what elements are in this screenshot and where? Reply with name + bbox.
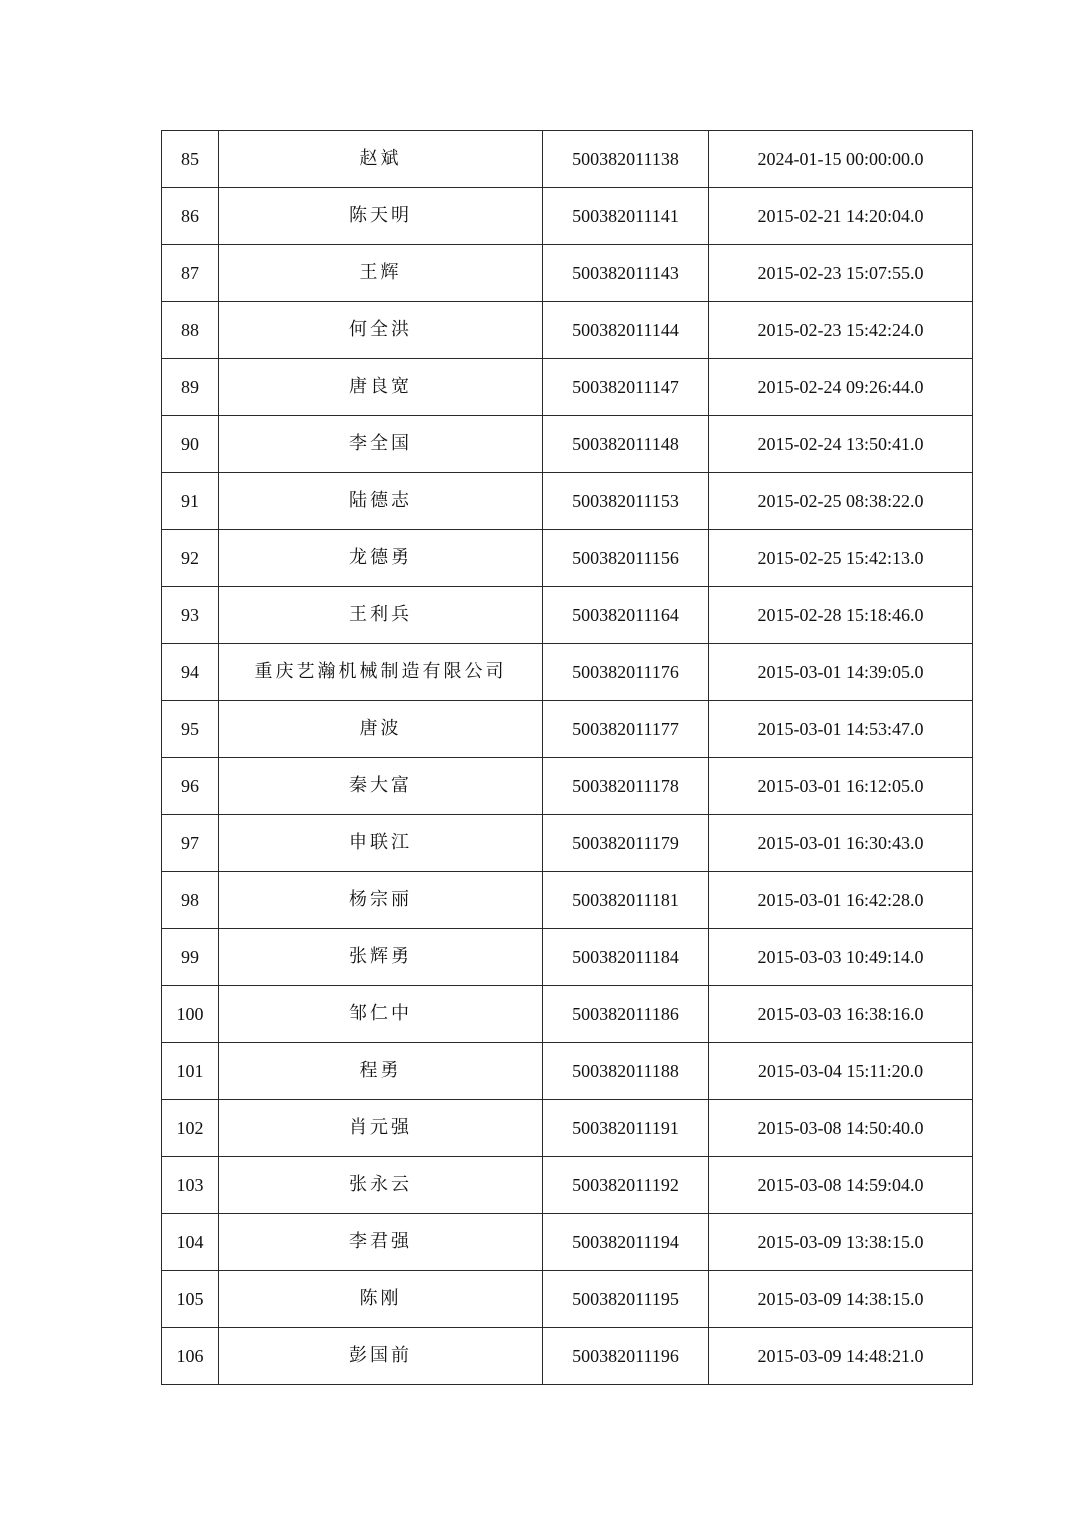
table-row	[162, 701, 973, 758]
row-number-cell: 94	[162, 644, 219, 701]
name-cell: 陈天明	[219, 188, 543, 245]
table-row	[162, 1100, 973, 1157]
time-cell: 2015-03-01 16:42:28.0	[709, 872, 973, 929]
row-number-cell: 89	[162, 359, 219, 416]
row-number-cell: 99	[162, 929, 219, 986]
row-number-cell: 106	[162, 1328, 219, 1385]
name-cell: 唐良宽	[219, 359, 543, 416]
code-cell: 500382011156	[543, 530, 709, 587]
name-cell: 肖元强	[219, 1100, 543, 1157]
table-row	[162, 302, 973, 359]
code-cell: 500382011164	[543, 587, 709, 644]
records-table	[161, 130, 973, 1385]
row-number-cell: 95	[162, 701, 219, 758]
time-cell: 2015-02-24 13:50:41.0	[709, 416, 973, 473]
name-cell: 陈刚	[219, 1271, 543, 1328]
code-cell: 500382011188	[543, 1043, 709, 1100]
time-cell: 2015-03-08 14:50:40.0	[709, 1100, 973, 1157]
table-row	[162, 815, 973, 872]
table-row	[162, 473, 973, 530]
row-number-cell: 105	[162, 1271, 219, 1328]
code-cell: 500382011191	[543, 1100, 709, 1157]
time-cell: 2015-03-01 14:53:47.0	[709, 701, 973, 758]
time-cell: 2015-02-21 14:20:04.0	[709, 188, 973, 245]
name-cell: 唐波	[219, 701, 543, 758]
code-cell: 500382011178	[543, 758, 709, 815]
time-cell: 2015-03-03 10:49:14.0	[709, 929, 973, 986]
row-number-cell: 100	[162, 986, 219, 1043]
code-cell: 500382011192	[543, 1157, 709, 1214]
row-number-cell: 92	[162, 530, 219, 587]
row-number-cell: 98	[162, 872, 219, 929]
name-cell: 邹仁中	[219, 986, 543, 1043]
table-row	[162, 245, 973, 302]
table-row	[162, 1043, 973, 1100]
time-cell: 2024-01-15 00:00:00.0	[709, 131, 973, 188]
code-cell: 500382011196	[543, 1328, 709, 1385]
table-row	[162, 359, 973, 416]
name-cell: 李君强	[219, 1214, 543, 1271]
time-cell: 2015-02-23 15:42:24.0	[709, 302, 973, 359]
row-number-cell: 91	[162, 473, 219, 530]
name-cell: 王辉	[219, 245, 543, 302]
row-number-cell: 86	[162, 188, 219, 245]
time-cell: 2015-03-03 16:38:16.0	[709, 986, 973, 1043]
code-cell: 500382011195	[543, 1271, 709, 1328]
table-row	[162, 1214, 973, 1271]
table-row	[162, 644, 973, 701]
time-cell: 2015-02-25 15:42:13.0	[709, 530, 973, 587]
time-cell: 2015-03-08 14:59:04.0	[709, 1157, 973, 1214]
table-row	[162, 131, 973, 188]
time-cell: 2015-02-28 15:18:46.0	[709, 587, 973, 644]
code-cell: 500382011138	[543, 131, 709, 188]
row-number-cell: 102	[162, 1100, 219, 1157]
table-row	[162, 416, 973, 473]
name-cell: 重庆艺瀚机械制造有限公司	[219, 644, 543, 701]
time-cell: 2015-02-23 15:07:55.0	[709, 245, 973, 302]
code-cell: 500382011147	[543, 359, 709, 416]
code-cell: 500382011153	[543, 473, 709, 530]
code-cell: 500382011141	[543, 188, 709, 245]
name-cell: 王利兵	[219, 587, 543, 644]
table-row	[162, 929, 973, 986]
name-cell: 陆德志	[219, 473, 543, 530]
row-number-cell: 104	[162, 1214, 219, 1271]
row-number-cell: 96	[162, 758, 219, 815]
code-cell: 500382011181	[543, 872, 709, 929]
table-row	[162, 1328, 973, 1385]
records-table-body	[162, 131, 973, 1385]
name-cell: 程勇	[219, 1043, 543, 1100]
time-cell: 2015-03-01 14:39:05.0	[709, 644, 973, 701]
code-cell: 500382011143	[543, 245, 709, 302]
name-cell: 何全洪	[219, 302, 543, 359]
name-cell: 李全国	[219, 416, 543, 473]
code-cell: 500382011179	[543, 815, 709, 872]
code-cell: 500382011176	[543, 644, 709, 701]
code-cell: 500382011177	[543, 701, 709, 758]
row-number-cell: 103	[162, 1157, 219, 1214]
table-row	[162, 1271, 973, 1328]
code-cell: 500382011186	[543, 986, 709, 1043]
name-cell: 杨宗丽	[219, 872, 543, 929]
time-cell: 2015-03-04 15:11:20.0	[709, 1043, 973, 1100]
table-row	[162, 530, 973, 587]
time-cell: 2015-03-01 16:30:43.0	[709, 815, 973, 872]
time-cell: 2015-03-09 13:38:15.0	[709, 1214, 973, 1271]
time-cell: 2015-03-09 14:48:21.0	[709, 1328, 973, 1385]
row-number-cell: 88	[162, 302, 219, 359]
name-cell: 彭国前	[219, 1328, 543, 1385]
code-cell: 500382011194	[543, 1214, 709, 1271]
table-row	[162, 986, 973, 1043]
time-cell: 2015-02-24 09:26:44.0	[709, 359, 973, 416]
row-number-cell: 101	[162, 1043, 219, 1100]
code-cell: 500382011148	[543, 416, 709, 473]
time-cell: 2015-03-01 16:12:05.0	[709, 758, 973, 815]
name-cell: 张辉勇	[219, 929, 543, 986]
name-cell: 赵斌	[219, 131, 543, 188]
time-cell: 2015-03-09 14:38:15.0	[709, 1271, 973, 1328]
name-cell: 秦大富	[219, 758, 543, 815]
time-cell: 2015-02-25 08:38:22.0	[709, 473, 973, 530]
row-number-cell: 93	[162, 587, 219, 644]
row-number-cell: 87	[162, 245, 219, 302]
code-cell: 500382011184	[543, 929, 709, 986]
code-cell: 500382011144	[543, 302, 709, 359]
table-row	[162, 872, 973, 929]
table-row	[162, 587, 973, 644]
table-row	[162, 758, 973, 815]
table-row	[162, 1157, 973, 1214]
name-cell: 申联江	[219, 815, 543, 872]
name-cell: 张永云	[219, 1157, 543, 1214]
name-cell: 龙德勇	[219, 530, 543, 587]
table-row	[162, 188, 973, 245]
row-number-cell: 85	[162, 131, 219, 188]
row-number-cell: 97	[162, 815, 219, 872]
row-number-cell: 90	[162, 416, 219, 473]
